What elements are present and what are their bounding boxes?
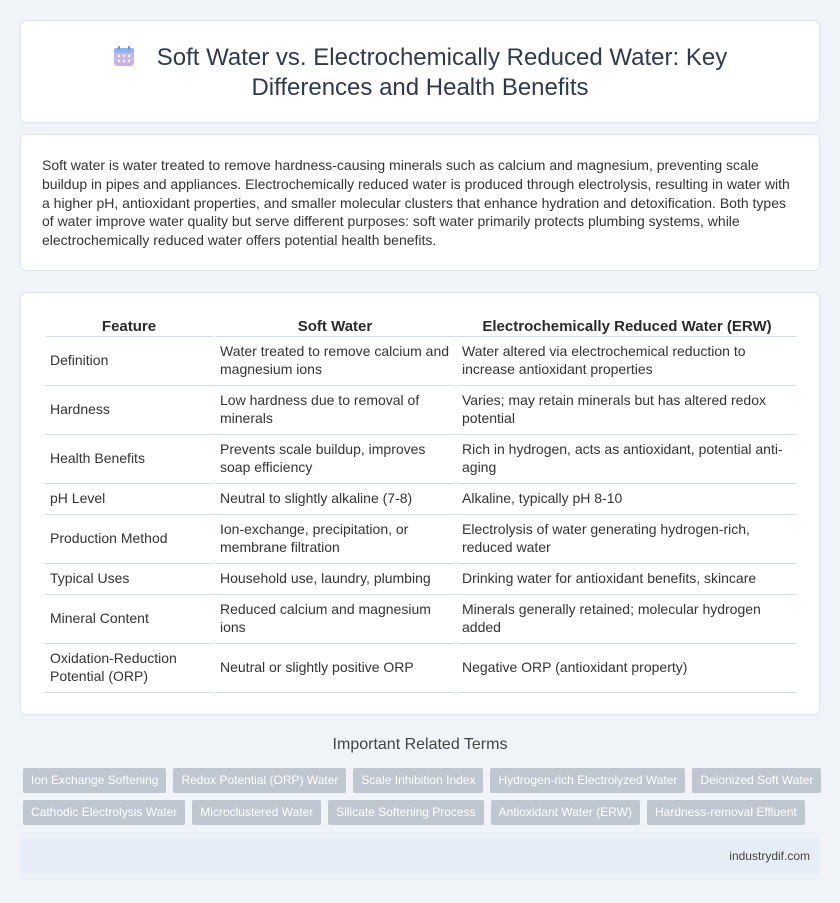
- tag-antioxidant-water[interactable]: Antioxidant Water (ERW): [491, 800, 640, 825]
- tag-cathodic-electrolysis-water[interactable]: Cathodic Electrolysis Water: [23, 800, 185, 825]
- cell-soft-water: Reduced calcium and magnesium ions: [215, 595, 455, 644]
- page-title: [21, 43, 819, 103]
- cell-erw: Electrolysis of water generating hydrogen-rich, reduced water: [457, 515, 797, 564]
- cell-soft-water: Household use, laundry, plumbing: [215, 564, 455, 595]
- tag-deionized-soft-water[interactable]: Deionized Soft Water: [692, 768, 821, 793]
- related-terms-row-2: [23, 800, 805, 825]
- table-row: [45, 564, 797, 595]
- related-terms-row-1: [23, 768, 821, 793]
- intro-paragraph: Soft water is water treated to remove hardness-causing minerals such as calcium and magnesium, preventing scale buildup in pipes and appliances. Electrochemically reduced water is produced through electrolysis, resulting in water with a higher pH, antioxidant properties, and smaller molecular clusters that enhance hydration and detoxification. Both types of water improve water quality but serve different purposes: soft water primarily protects plumbing systems, while electrochemically reduced water offers potential health benefits.: [42, 157, 790, 249]
- table-row: [45, 386, 797, 435]
- header-soft-water: Soft Water: [215, 317, 455, 337]
- table-row: [45, 435, 797, 484]
- table-row: [45, 337, 797, 386]
- table-row: [45, 595, 797, 644]
- cell-erw: Alkaline, typically pH 8-10: [457, 484, 797, 515]
- cell-feature: Production Method: [45, 515, 213, 564]
- title-card: [20, 20, 820, 123]
- page-title-text: Soft Water vs. Electrochemically Reduced Water: Key Differences and Health Benefits: [156, 44, 728, 101]
- footer-bar: [20, 839, 820, 873]
- header-erw: Electrochemically Reduced Water (ERW): [457, 317, 797, 337]
- tag-microclustered-water[interactable]: Microclustered Water: [192, 800, 321, 825]
- calendar-icon: [113, 45, 135, 67]
- tag-hardness-removal-effluent[interactable]: Hardness-removal Effluent: [647, 800, 805, 825]
- cell-feature: Health Benefits: [45, 435, 213, 484]
- footer-site: industrydif.com: [729, 849, 810, 863]
- comparison-table: [43, 317, 799, 693]
- cell-soft-water: Neutral or slightly positive ORP: [215, 644, 455, 693]
- tag-ion-exchange-softening[interactable]: Ion Exchange Softening: [23, 768, 166, 793]
- table-row: [45, 644, 797, 693]
- cell-erw: Water altered via electrochemical reduction to increase antioxidant properties: [457, 337, 797, 386]
- intro-card: [20, 134, 820, 271]
- cell-feature: pH Level: [45, 484, 213, 515]
- cell-soft-water: Neutral to slightly alkaline (7-8): [215, 484, 455, 515]
- cell-erw: Negative ORP (antioxidant property): [457, 644, 797, 693]
- cell-feature: Typical Uses: [45, 564, 213, 595]
- cell-soft-water: Water treated to remove calcium and magnesium ions: [215, 337, 455, 386]
- tag-scale-inhibition-index[interactable]: Scale Inhibition Index: [353, 768, 483, 793]
- cell-feature: Hardness: [45, 386, 213, 435]
- cell-erw: Varies; may retain minerals but has altered redox potential: [457, 386, 797, 435]
- tag-silicate-softening-process[interactable]: Silicate Softening Process: [328, 800, 483, 825]
- cell-erw: Minerals generally retained; molecular hydrogen added: [457, 595, 797, 644]
- table-row: [45, 484, 797, 515]
- tag-redox-potential-water[interactable]: Redox Potential (ORP) Water: [173, 768, 346, 793]
- header-feature: Feature: [45, 317, 213, 337]
- cell-soft-water: Ion-exchange, precipitation, or membrane filtration: [215, 515, 455, 564]
- cell-feature: Mineral Content: [45, 595, 213, 644]
- related-terms-heading: Important Related Terms: [332, 736, 508, 753]
- cell-erw: Rich in hydrogen, acts as antioxidant, potential anti-aging: [457, 435, 797, 484]
- cell-feature: Oxidation-Reduction Potential (ORP): [45, 644, 213, 693]
- table-row: [45, 515, 797, 564]
- cell-soft-water: Prevents scale buildup, improves soap efficiency: [215, 435, 455, 484]
- cell-feature: Definition: [45, 337, 213, 386]
- comparison-table-card: [20, 292, 820, 715]
- cell-erw: Drinking water for antioxidant benefits, skincare: [457, 564, 797, 595]
- cell-soft-water: Low hardness due to removal of minerals: [215, 386, 455, 435]
- tag-hydrogen-rich-electrolyzed-water[interactable]: Hydrogen-rich Electrolyzed Water: [490, 768, 685, 793]
- table-header-row: [45, 317, 797, 337]
